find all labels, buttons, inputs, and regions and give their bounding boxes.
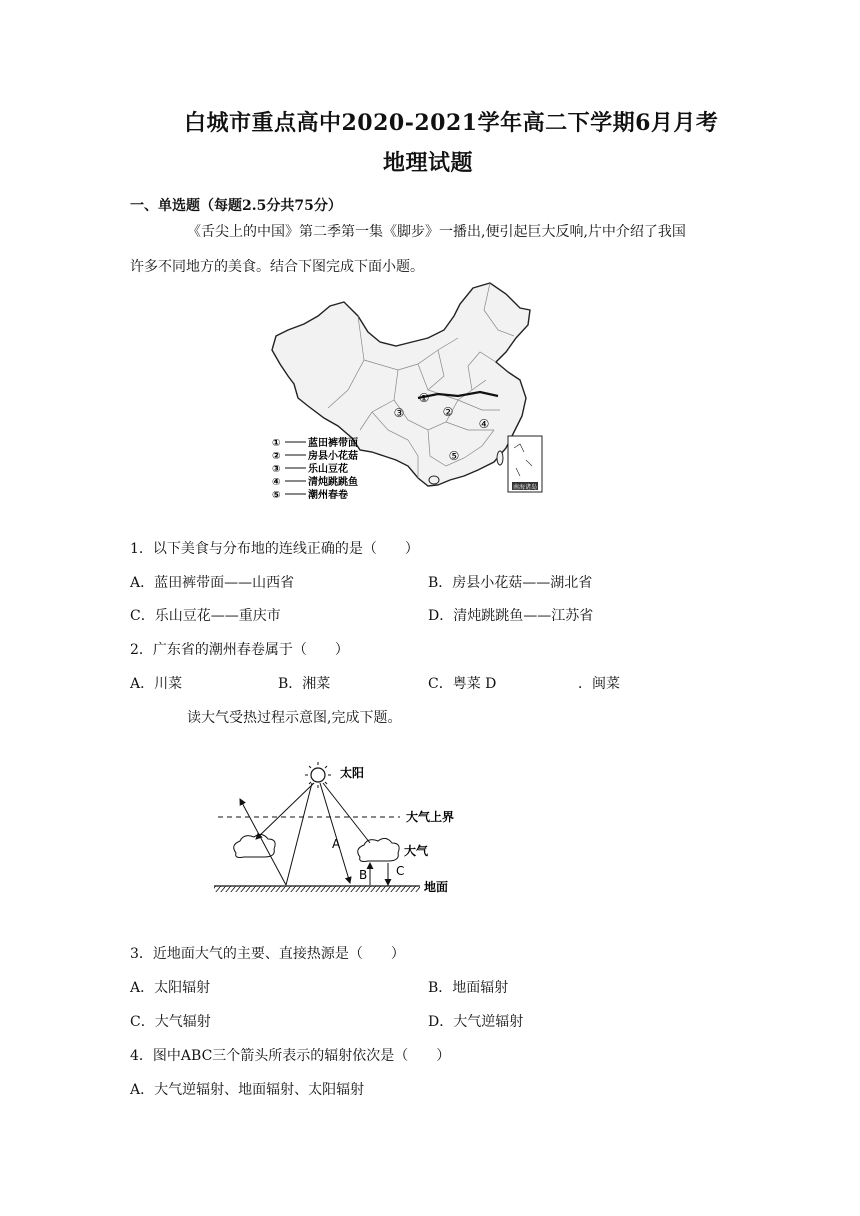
map-marker-4: ④ xyxy=(478,417,490,431)
question-2-option-a: A．川菜 xyxy=(130,676,183,692)
question-1-stem: 1．以下美食与分布地的连线正确的是（ ） xyxy=(130,541,419,557)
diagram-intro: 读大气受热过程示意图,完成下题。 xyxy=(187,710,402,726)
atmosphere-heating-diagram xyxy=(210,755,470,900)
svg-text:②: ② xyxy=(272,451,281,462)
svg-text:⑤: ⑤ xyxy=(272,490,281,501)
intro-paragraph-line2: 许多不同地方的美食。结合下图完成下面小题。 xyxy=(130,259,424,275)
svg-text:C: C xyxy=(396,864,405,878)
svg-text:A: A xyxy=(332,837,341,851)
svg-text:南海诸岛: 南海诸岛 xyxy=(512,484,538,491)
question-1-option-b: B．房县小花菇——湖北省 xyxy=(428,575,593,591)
question-3-option-c: C．大气辐射 xyxy=(130,1014,211,1030)
question-2-option-b: B．湘菜 xyxy=(278,676,331,692)
question-3-stem: 3．近地面大气的主要、直接热源是（ ） xyxy=(130,946,405,962)
svg-text:乐山豆花: 乐山豆花 xyxy=(308,464,348,475)
svg-text:B: B xyxy=(359,868,368,882)
svg-text:太阳: 太阳 xyxy=(340,766,365,780)
cloud-right-icon xyxy=(358,838,399,861)
svg-text:大气上界: 大气上界 xyxy=(406,810,455,824)
question-1-option-c: C．乐山豆花——重庆市 xyxy=(130,608,281,624)
question-1-option-d: D．清炖跳跳鱼——江苏省 xyxy=(428,608,594,624)
map-marker-3: ③ xyxy=(393,406,405,420)
svg-text:④: ④ xyxy=(272,477,281,488)
page-title-line1: 白城市重点高中2020-2021学年高二下学期6月月考 xyxy=(184,110,719,136)
map-marker-5: ⑤ xyxy=(448,449,460,463)
south-china-sea-inset xyxy=(508,436,542,492)
question-3-option-a: A．太阳辐射 xyxy=(130,980,211,996)
question-2-stem: 2．广东省的潮州春卷属于（ ） xyxy=(130,642,349,658)
map-marker-1: ① xyxy=(418,391,430,405)
map-marker-2: ② xyxy=(442,405,454,419)
svg-text:清炖跳跳鱼: 清炖跳跳鱼 xyxy=(308,477,358,488)
question-3-option-b: B．地面辐射 xyxy=(428,980,509,996)
svg-text:①: ① xyxy=(272,438,281,449)
intro-paragraph-line1: 《舌尖上的中国》第二季第一集《脚步》一播出,便引起巨大反响,片中介绍了我国 xyxy=(187,224,686,240)
question-4-stem: 4．图中ABC三个箭头所表示的辐射依次是（ ） xyxy=(130,1048,451,1064)
svg-text:潮州春卷: 潮州春卷 xyxy=(308,490,348,501)
question-2-option-d: ．闽菜 xyxy=(578,676,620,692)
question-2-option-c: C．粤菜 D xyxy=(428,676,497,692)
svg-text:地面: 地面 xyxy=(424,880,449,894)
svg-text:③: ③ xyxy=(272,464,281,475)
svg-text:房县小花菇: 房县小花菇 xyxy=(308,451,358,462)
question-4-option-a: A．大气逆辐射、地面辐射、太阳辐射 xyxy=(130,1082,365,1098)
map-legend xyxy=(272,436,358,501)
page-title-line2: 地理试题 xyxy=(383,150,474,176)
question-3-option-d: D．大气逆辐射 xyxy=(428,1014,524,1030)
svg-text:大气: 大气 xyxy=(404,844,429,858)
svg-text:蓝田裤带面: 蓝田裤带面 xyxy=(308,438,358,449)
sun-icon xyxy=(305,762,331,788)
section-heading: 一、单选题（每题2.5分共75分） xyxy=(130,198,342,214)
question-1-option-a: A．蓝田裤带面——山西省 xyxy=(130,575,295,591)
china-food-map xyxy=(268,280,558,501)
